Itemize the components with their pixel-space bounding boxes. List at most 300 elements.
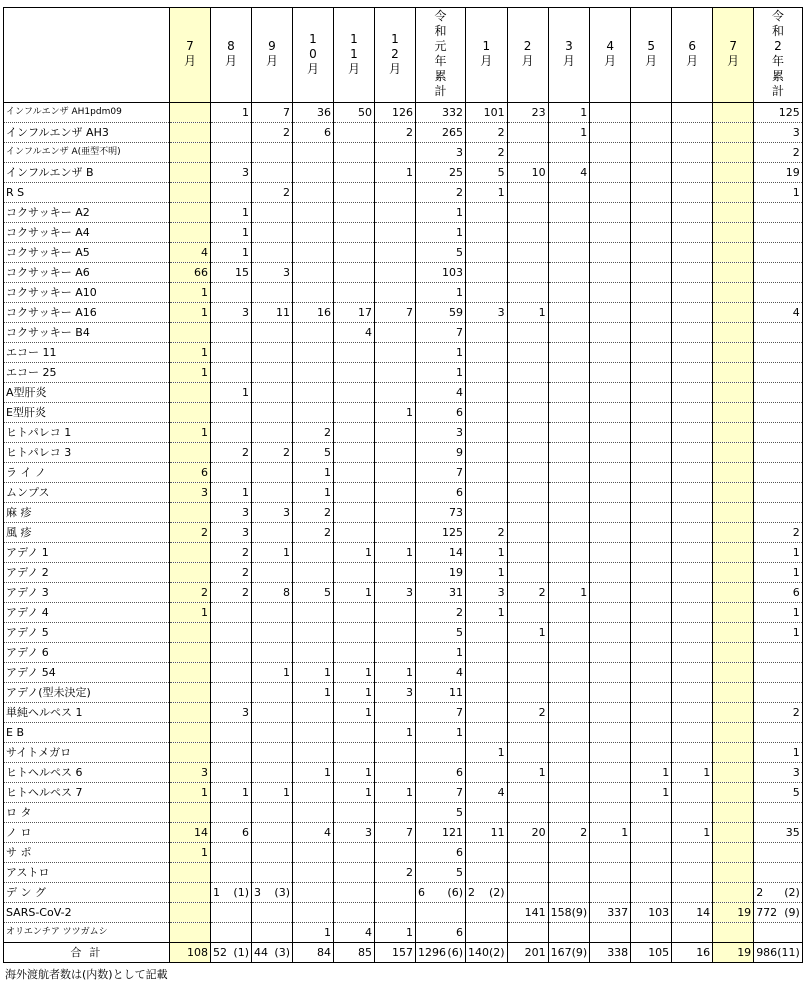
table-row — [4, 263, 803, 283]
table-cell — [672, 203, 713, 223]
table-cell — [713, 923, 754, 943]
table-cell — [713, 763, 754, 783]
table-cell — [211, 343, 252, 363]
table-cell — [713, 543, 754, 563]
table-cell — [466, 883, 508, 903]
table-cell — [631, 163, 672, 183]
table-cell — [672, 683, 713, 703]
table-cell — [170, 883, 211, 903]
table-cell — [754, 943, 803, 963]
table-cell — [170, 723, 211, 743]
table-cell — [334, 723, 375, 743]
row-label: アデノ 5 — [4, 623, 170, 643]
split-value: 1 (1) — [213, 886, 249, 899]
table-cell — [211, 743, 252, 763]
table-cell: 59 — [416, 303, 466, 323]
column-header-label: 3月 — [562, 39, 575, 68]
table-cell: 1 — [293, 663, 334, 683]
table-cell: 3 — [416, 423, 466, 443]
table-cell — [548, 403, 590, 423]
table-row — [4, 183, 803, 203]
table-cell: 2 — [754, 143, 803, 163]
table-cell — [252, 343, 293, 363]
table-cell — [548, 803, 590, 823]
table-cell — [672, 723, 713, 743]
table-cell — [507, 923, 548, 943]
table-cell — [548, 283, 590, 303]
row-label: 合 計 — [4, 943, 170, 963]
column-header-label: 8月 — [224, 39, 237, 68]
table-cell: 2 — [466, 143, 508, 163]
table-cell: 1 — [252, 543, 293, 563]
table-cell — [631, 563, 672, 583]
table-cell — [507, 363, 548, 383]
row-label: 麻 疹 — [4, 503, 170, 523]
table-cell: 1 — [375, 163, 416, 183]
table-cell — [672, 323, 713, 343]
table-cell — [713, 343, 754, 363]
table-cell — [170, 663, 211, 683]
table-cell — [375, 343, 416, 363]
table-cell — [375, 563, 416, 583]
table-cell — [293, 243, 334, 263]
row-label: オリエンチア ツツガムシ — [4, 923, 170, 943]
table-cell: 1 — [507, 623, 548, 643]
table-cell — [466, 423, 508, 443]
table-cell — [548, 383, 590, 403]
table-cell: 23 — [507, 103, 548, 123]
table-cell — [672, 143, 713, 163]
table-cell — [672, 623, 713, 643]
table-cell — [466, 643, 508, 663]
table-cell — [466, 763, 508, 783]
table-cell — [590, 923, 631, 943]
table-row — [4, 503, 803, 523]
table-cell — [672, 343, 713, 363]
table-cell — [590, 763, 631, 783]
table-cell: 6 — [170, 463, 211, 483]
table-row — [4, 403, 803, 423]
table-cell — [375, 483, 416, 503]
column-header-label: 4月 — [604, 39, 617, 68]
table-cell — [590, 483, 631, 503]
table-row — [4, 363, 803, 383]
table-row — [4, 863, 803, 883]
column-header — [293, 8, 334, 103]
table-cell — [590, 883, 631, 903]
table-cell — [672, 463, 713, 483]
row-label: コクサッキー A10 — [4, 283, 170, 303]
table-cell: 2 — [293, 423, 334, 443]
table-row — [4, 203, 803, 223]
table-cell — [375, 263, 416, 283]
table-cell — [252, 943, 293, 963]
table-cell: 1 — [466, 603, 508, 623]
table-cell: 85 — [334, 943, 375, 963]
table-cell — [590, 343, 631, 363]
table-cell: 2 — [466, 523, 508, 543]
table-cell — [293, 883, 334, 903]
split-value: 2 (2) — [756, 886, 800, 899]
table-cell — [375, 763, 416, 783]
table-cell — [334, 383, 375, 403]
row-label: ヒトヘルペス 6 — [4, 763, 170, 783]
table-cell — [672, 423, 713, 443]
column-header-label: 令和2年累計 — [771, 9, 784, 98]
table-cell — [293, 343, 334, 363]
table-row — [4, 583, 803, 603]
table-cell — [590, 103, 631, 123]
table-cell — [211, 663, 252, 683]
table-row — [4, 903, 803, 923]
table-cell: 4 — [416, 663, 466, 683]
table-cell — [293, 543, 334, 563]
table-cell — [334, 623, 375, 643]
table-cell — [211, 763, 252, 783]
table-cell — [548, 943, 590, 963]
table-cell — [211, 623, 252, 643]
table-cell — [754, 503, 803, 523]
table-cell — [754, 223, 803, 243]
table-cell: 3 — [211, 303, 252, 323]
table-cell — [334, 523, 375, 543]
table-cell — [334, 163, 375, 183]
row-label: サイトメガロ — [4, 743, 170, 763]
table-cell — [466, 323, 508, 343]
table-cell — [548, 303, 590, 323]
table-cell — [252, 523, 293, 543]
table-cell: 1 — [631, 783, 672, 803]
table-cell — [507, 443, 548, 463]
row-label: アデノ 1 — [4, 543, 170, 563]
column-header — [590, 8, 631, 103]
table-cell: 7 — [416, 463, 466, 483]
table-cell: 7 — [416, 323, 466, 343]
row-label: E B — [4, 723, 170, 743]
table-cell — [713, 103, 754, 123]
table-cell: 2 — [507, 703, 548, 723]
table-cell: 125 — [754, 103, 803, 123]
table-cell — [754, 843, 803, 863]
table-cell — [672, 163, 713, 183]
table-cell — [375, 143, 416, 163]
table-cell — [713, 143, 754, 163]
table-cell — [293, 263, 334, 283]
table-cell: 3 — [170, 763, 211, 783]
table-cell — [548, 263, 590, 283]
table-cell — [548, 763, 590, 783]
column-header-label: 令和元年累計 — [434, 9, 447, 98]
table-cell — [507, 863, 548, 883]
table-cell: 15 — [211, 263, 252, 283]
table-cell — [631, 363, 672, 383]
table-cell — [590, 443, 631, 463]
row-label: アストロ — [4, 863, 170, 883]
table-cell — [375, 423, 416, 443]
table-cell: 332 — [416, 103, 466, 123]
table-cell — [713, 803, 754, 823]
table-cell — [754, 643, 803, 663]
table-cell — [211, 863, 252, 883]
table-cell — [507, 803, 548, 823]
table-cell — [713, 463, 754, 483]
table-row — [4, 843, 803, 863]
table-cell: 5 — [293, 443, 334, 463]
table-row — [4, 323, 803, 343]
table-cell — [713, 863, 754, 883]
column-header — [211, 8, 252, 103]
table-cell: 5 — [416, 623, 466, 643]
table-cell — [548, 543, 590, 563]
table-cell — [334, 123, 375, 143]
table-cell — [754, 203, 803, 223]
table-cell — [548, 143, 590, 163]
table-cell: 338 — [590, 943, 631, 963]
table-cell — [293, 163, 334, 183]
table-cell — [713, 303, 754, 323]
table-cell — [631, 743, 672, 763]
table-cell: 3 — [754, 763, 803, 783]
table-cell — [334, 643, 375, 663]
row-label: コクサッキー A6 — [4, 263, 170, 283]
table-cell — [507, 203, 548, 223]
table-cell — [293, 323, 334, 343]
row-label: ロ タ — [4, 803, 170, 823]
table-cell — [375, 223, 416, 243]
table-cell — [293, 723, 334, 743]
table-cell — [375, 363, 416, 383]
table-cell: 1 — [466, 743, 508, 763]
table-cell — [548, 743, 590, 763]
virus-detection-table — [3, 7, 803, 963]
table-cell — [211, 643, 252, 663]
table-cell: 10 — [507, 163, 548, 183]
table-cell — [590, 863, 631, 883]
table-cell: 66 — [170, 263, 211, 283]
table-cell — [334, 803, 375, 823]
table-cell — [466, 343, 508, 363]
table-cell — [631, 603, 672, 623]
table-cell: 11 — [252, 303, 293, 323]
table-cell — [631, 703, 672, 723]
row-label: ヒトパレコ 3 — [4, 443, 170, 463]
table-cell — [631, 483, 672, 503]
table-cell — [466, 503, 508, 523]
table-cell — [631, 123, 672, 143]
table-cell: 103 — [631, 903, 672, 923]
table-cell — [375, 743, 416, 763]
table-cell — [590, 743, 631, 763]
table-cell — [713, 563, 754, 583]
table-cell: 121 — [416, 823, 466, 843]
table-cell — [375, 643, 416, 663]
table-cell — [170, 623, 211, 643]
table-cell — [631, 283, 672, 303]
table-cell — [590, 683, 631, 703]
column-header — [334, 8, 375, 103]
column-header-label: 1月 — [480, 39, 493, 68]
table-cell — [375, 883, 416, 903]
table-row — [4, 823, 803, 843]
table-cell — [252, 403, 293, 423]
table-cell — [672, 583, 713, 603]
table-row — [4, 683, 803, 703]
table-cell — [548, 563, 590, 583]
table-cell — [713, 783, 754, 803]
table-cell — [170, 383, 211, 403]
table-cell: 1 — [170, 423, 211, 443]
table-cell — [631, 223, 672, 243]
table-cell — [293, 403, 334, 423]
table-cell — [672, 863, 713, 883]
table-cell — [507, 643, 548, 663]
table-cell: 1 — [170, 283, 211, 303]
column-header — [548, 8, 590, 103]
table-cell — [211, 843, 252, 863]
table-cell — [252, 463, 293, 483]
table-cell: 1 — [375, 923, 416, 943]
table-cell: 3 — [375, 683, 416, 703]
table-cell — [293, 743, 334, 763]
table-cell — [548, 723, 590, 743]
table-cell: 1 — [416, 203, 466, 223]
table-cell — [754, 483, 803, 503]
table-cell — [170, 863, 211, 883]
table-row — [4, 763, 803, 783]
table-cell — [375, 803, 416, 823]
table-cell — [334, 563, 375, 583]
table-cell — [548, 223, 590, 243]
table-cell — [713, 503, 754, 523]
table-cell — [713, 723, 754, 743]
table-cell — [252, 903, 293, 923]
table-cell — [170, 163, 211, 183]
table-cell: 3 — [211, 163, 252, 183]
table-cell — [466, 663, 508, 683]
table-cell — [713, 823, 754, 843]
table-cell — [713, 183, 754, 203]
table-cell — [466, 923, 508, 943]
row-label: エコー 25 — [4, 363, 170, 383]
table-cell — [507, 143, 548, 163]
table-cell: 1 — [375, 783, 416, 803]
table-cell — [507, 383, 548, 403]
table-cell: 1 — [334, 783, 375, 803]
table-cell — [507, 603, 548, 623]
table-cell — [211, 723, 252, 743]
table-cell — [590, 703, 631, 723]
table-cell: 1 — [293, 683, 334, 703]
table-cell — [334, 143, 375, 163]
table-cell — [548, 903, 590, 923]
split-value: 6 (6) — [418, 886, 463, 899]
table-cell: 4 — [334, 323, 375, 343]
table-cell — [713, 443, 754, 463]
table-cell — [631, 343, 672, 363]
table-cell: 2 — [416, 603, 466, 623]
table-cell — [754, 723, 803, 743]
table-cell: 4 — [754, 303, 803, 323]
table-cell — [375, 503, 416, 523]
table-cell: 5 — [416, 803, 466, 823]
table-cell: 2 — [252, 443, 293, 463]
table-cell — [672, 483, 713, 503]
table-cell — [590, 623, 631, 643]
table-cell — [211, 123, 252, 143]
table-row — [4, 383, 803, 403]
column-header — [672, 8, 713, 103]
table-cell — [375, 443, 416, 463]
table-cell: 1 — [334, 703, 375, 723]
table-cell: 16 — [672, 943, 713, 963]
table-cell — [252, 643, 293, 663]
table-cell — [713, 123, 754, 143]
table-cell: 201 — [507, 943, 548, 963]
table-cell: 4 — [334, 923, 375, 943]
table-cell — [170, 703, 211, 723]
table-cell — [590, 163, 631, 183]
table-cell: 2 — [416, 183, 466, 203]
table-cell — [590, 223, 631, 243]
table-cell — [548, 503, 590, 523]
split-value: 1296 (6) — [418, 946, 463, 959]
table-cell: 1 — [211, 243, 252, 263]
table-cell: 1 — [416, 343, 466, 363]
table-cell — [375, 243, 416, 263]
table-cell — [211, 363, 252, 383]
table-cell: 5 — [466, 163, 508, 183]
column-header — [375, 8, 416, 103]
table-cell: 4 — [170, 243, 211, 263]
table-cell — [590, 543, 631, 563]
row-label: SARS-CoV-2 — [4, 903, 170, 923]
table-cell — [334, 443, 375, 463]
table-cell: 1 — [416, 723, 466, 743]
table-cell — [713, 623, 754, 643]
table-cell — [754, 283, 803, 303]
table-cell — [713, 323, 754, 343]
table-cell — [293, 843, 334, 863]
table-cell — [252, 283, 293, 303]
table-cell: 157 — [375, 943, 416, 963]
table-cell — [713, 703, 754, 723]
table-cell — [293, 283, 334, 303]
table-cell — [672, 123, 713, 143]
table-cell — [713, 683, 754, 703]
table-row — [4, 443, 803, 463]
table-cell — [713, 603, 754, 623]
table-cell — [672, 503, 713, 523]
table-cell — [590, 203, 631, 223]
table-cell: 1 — [170, 343, 211, 363]
row-label: アデノ 4 — [4, 603, 170, 623]
table-cell — [590, 363, 631, 383]
table-cell — [375, 383, 416, 403]
column-header — [416, 8, 466, 103]
table-cell: 1 — [170, 603, 211, 623]
table-cell — [590, 563, 631, 583]
table-cell — [293, 383, 334, 403]
table-cell — [672, 783, 713, 803]
column-header-label: 12月 — [388, 31, 401, 76]
table-cell — [590, 463, 631, 483]
table-cell: 6 — [416, 843, 466, 863]
table-cell — [466, 363, 508, 383]
table-cell: 337 — [590, 903, 631, 923]
table-cell — [754, 323, 803, 343]
table-cell — [375, 623, 416, 643]
table-cell — [211, 283, 252, 303]
